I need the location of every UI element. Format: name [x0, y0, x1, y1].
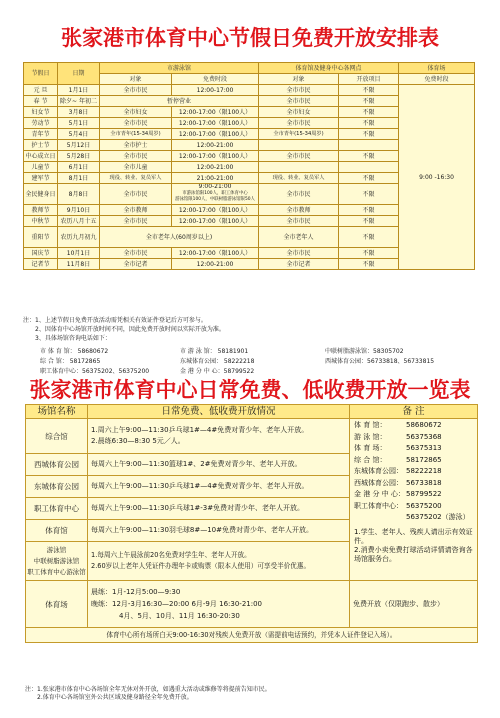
target-cell: 全市市民 [100, 85, 172, 96]
target2-cell: 全市妇女 [259, 107, 339, 118]
time-cell: 12:00-21:00 [172, 259, 259, 270]
date-cell: 8月1日 [58, 173, 100, 184]
header-free-time: 免费时段 [172, 74, 259, 85]
info-cell: 每周六上午9:00—11:30乒乓球1#—4#免费对青少年、老年人开放。 [88, 476, 350, 498]
target2-cell: 全市教师 [259, 205, 339, 216]
target-cell: 全市市民 [100, 151, 172, 162]
items-cell: 不限 [339, 259, 399, 270]
target-cell: 全市市民 [100, 216, 172, 227]
holiday-schedule-table [23, 62, 475, 270]
target-cell: 全市妇女 [100, 107, 172, 118]
date-cell: 8月8日 [58, 184, 100, 205]
items-cell: 不限 [339, 216, 399, 227]
swim-note-1: 1.学生、老年人、残疾人请出示有效证件。 [354, 527, 473, 545]
holiday-cell: 中秋节 [24, 216, 58, 227]
header-note: 备 注 [350, 405, 478, 419]
time-cell: 12:00-21:00 [172, 140, 259, 151]
holiday-cell: 国庆节 [24, 248, 58, 259]
date-cell: 9月10日 [58, 205, 100, 216]
page-title-holiday: 张家港市体育中心节假日免费开放安排表 [61, 26, 439, 50]
holiday-cell: 全民健身日 [24, 184, 58, 205]
target-cell: 全市教师 [100, 205, 172, 216]
holiday-notes [23, 316, 483, 343]
phone-row: 职工体育中心： 56375200 [354, 501, 442, 510]
phone-row: 西城体育公园： 56733818 [354, 478, 442, 487]
venue-cell: 东城体育公园 [26, 476, 88, 498]
target-cell: 全市老年人(60周岁以上) [100, 227, 259, 248]
time-cell: 12:00-17:00（限100人） [172, 151, 259, 162]
header-date: 日期 [58, 63, 100, 85]
date-cell: 10月1日 [58, 248, 100, 259]
time-cell: 12:00-21:00 [172, 162, 259, 173]
date-cell: 除夕~ 年初二 [58, 96, 100, 107]
note-cell: 免费开放（仅限跑步、散步） [350, 581, 478, 628]
items-cell [339, 162, 399, 173]
date-cell: 3月8日 [58, 107, 100, 118]
target2-cell: 全市市民 [259, 118, 339, 129]
date-cell: 5月28日 [58, 151, 100, 162]
phone-row: 金 港 分 中 心：58799522 [354, 490, 442, 498]
target-cell: 全市儿童 [100, 162, 172, 173]
contact: 综 合 馆： 58172865 [40, 358, 101, 365]
target2-cell: 现役、转业、复员军人 [259, 173, 339, 184]
date-cell: 农历九月初九 [58, 227, 100, 248]
holiday-cell: 护士节 [24, 140, 58, 151]
closed-cell: 暂停营业 [100, 96, 259, 107]
note-line: 2、因体育中心场馆开放时间不同，因此免费开放时间以实际开放为准。 [35, 326, 225, 333]
phone-row: 东城体育公园： 58222218 [354, 467, 442, 475]
target-cell: 全市护士 [100, 140, 172, 151]
header-venue: 场馆名称 [26, 405, 88, 419]
phone-row: 游 泳 馆： 56375368 [354, 432, 442, 441]
venue-cell [26, 542, 88, 581]
stadium-time-cell: 9:00 -16:30 [399, 85, 475, 270]
date-cell: 11月8日 [58, 259, 100, 270]
venue-cell: 职工体育中心 [26, 498, 88, 520]
contact: 职工体育中心：56375202、56375200 [40, 368, 150, 375]
items-cell [339, 140, 399, 151]
target2-cell: 全市市民 [259, 151, 339, 162]
time-cell: 12:00-17:00（限100人） [172, 107, 259, 118]
swim-note-2: 2.消费小卖免费打球活动详情请咨询各场馆服务台。 [354, 545, 473, 563]
items-cell: 不限 [339, 205, 399, 216]
venue-line: 职工体育中心游泳馆 [27, 567, 86, 576]
note-line: 3、具体场馆咨询电话如下： [35, 335, 111, 342]
items-cell: 不限 [339, 173, 399, 184]
items-cell: 不限 [339, 107, 399, 118]
target2-cell: 全市老年人 [259, 227, 339, 248]
items-cell: 不限 [339, 248, 399, 259]
note-line: 2.体育中心各场馆室外公共区域及健身路径全年免费开放。 [37, 694, 193, 701]
venue-line: 中联树脂游泳馆 [33, 556, 80, 565]
phone-row: 体 育 场： 56375313 [354, 444, 442, 452]
date-cell: 6月1日 [58, 162, 100, 173]
target2-cell [259, 140, 339, 151]
phone-row: 综 合 馆： 58172865 [354, 455, 442, 464]
note-line: 注：1.张家港市体育中心各场馆全年无休对外开放，如遇重大活动或维修等将提前告知市民。 [25, 686, 271, 693]
target2-cell: 全市市民 [259, 96, 339, 107]
phone-row: 56375202（游泳） [406, 513, 470, 521]
contact: 西城体育公园：56733818、56733815 [325, 358, 435, 365]
header-open-items: 开放项目 [339, 74, 399, 85]
time-cell: 12:00-17:00（限100人） [172, 205, 259, 216]
target-cell: 全市市民 [100, 248, 172, 259]
page-title-daily: 张家港市体育中心日常免费、低收费开放一览表 [29, 378, 471, 402]
date-cell: 5月12日 [58, 140, 100, 151]
items-cell: 不限 [339, 85, 399, 96]
holiday-cell: 妇女节 [24, 107, 58, 118]
time-cell [172, 184, 259, 205]
info-cell [88, 419, 350, 454]
info-line: 4月、5月、10月、11月 16:30-20:30 [119, 612, 240, 620]
holiday-cell: 儿童节 [24, 162, 58, 173]
contact: 市 游 泳 馆： 58181901 [180, 348, 249, 355]
venue-line: 游泳馆 [46, 545, 67, 554]
header-holiday: 节假日 [24, 63, 58, 85]
items-cell: 不限 [339, 227, 399, 248]
holiday-cell: 青年节 [24, 129, 58, 140]
time-cell: 12:00-17:00（限100人） [172, 118, 259, 129]
info-cell: 每周六上午9:00—11:30篮球1#、2#免费对青少年、老年人开放。 [88, 454, 350, 476]
contact: 金 港 分 中 心：58799522 [180, 368, 255, 375]
info-line: 晨练：1月-12月5:00—9:30 [91, 588, 181, 596]
target2-cell [259, 162, 339, 173]
target-cell: 全市青年(15-34周岁) [100, 129, 172, 140]
items-cell: 不限 [339, 96, 399, 107]
date-cell: 农历八月十五 [58, 216, 100, 227]
holiday-cell: 教师节 [24, 205, 58, 216]
holiday-cell: 建军节 [24, 173, 58, 184]
items-cell: 不限 [339, 129, 399, 140]
holiday-cell: 记者节 [24, 259, 58, 270]
target2-cell: 全市市民 [259, 248, 339, 259]
target2-cell: 全市市民 [259, 216, 339, 227]
header-swimming-hall: 市游泳馆 [100, 63, 259, 74]
items-cell: 不限 [339, 151, 399, 162]
holiday-cell: 劳动节 [24, 118, 58, 129]
note-line: 注：1、上述节假日免费开放活动需凭相关有效证件登记后方可参与。 [23, 317, 207, 324]
target2-cell: 全市记者 [259, 259, 339, 270]
target-cell: 全市记者 [100, 259, 172, 270]
date-cell: 1月1日 [58, 85, 100, 96]
info-line: 2.60岁以上老年人凭证件办理年卡或购票（限本人使用）可享受半价优惠。 [91, 562, 311, 570]
target2-cell: 全市市民 [259, 85, 339, 96]
target2-cell: 全市市民 [259, 184, 339, 205]
holiday-cell: 中心成立日 [25, 152, 56, 160]
time-cell: 12:00-17:00（限100人） [172, 129, 259, 140]
header-free-time-2: 免费时段 [399, 74, 475, 85]
time-cell: 21:00-21:00 [172, 173, 259, 184]
time-line: 9:00-21:00 [198, 183, 232, 191]
info-cell: 每周六上午9:00—11:30羽毛球8#—10#免费对青少年、老年人开放。 [88, 520, 350, 542]
header-gym-network: 体育馆及健身中心各网点 [259, 63, 399, 74]
date-cell: 5月1日 [58, 118, 100, 129]
header-target: 对象 [100, 74, 172, 85]
header-target-2: 对象 [259, 74, 339, 85]
info-cell [88, 581, 350, 628]
contact: 中联树脂游泳馆：58305702 [325, 348, 404, 355]
items-cell: 不限 [339, 118, 399, 129]
venue-cell: 体育馆 [26, 520, 88, 542]
holiday-cell: 春 节 [24, 96, 58, 107]
target-cell: 现役、转业、复员军人 [100, 173, 172, 184]
time-cell: 12:00-17:00 [172, 85, 259, 96]
target2-cell: 全市青年(15-34周岁) [259, 129, 339, 140]
contact: 东城体育公园： 58222218 [180, 358, 255, 365]
time-cell: 12:00-17:00（限100人） [172, 248, 259, 259]
items-cell: 不限 [339, 184, 399, 205]
holiday-cell: 重阳节 [24, 227, 58, 248]
time-note-line: 市游泳馆限100人，职工体育中心 [182, 190, 248, 196]
info-line: 1.周六上午9:00—11:30乒乓球1#—4#免费对青少年、老年人开放。 [91, 426, 309, 434]
phone-row: 体 育 馆： 58680672 [354, 421, 442, 429]
holiday-cell: 元 旦 [24, 85, 58, 96]
venue-cell: 体育场 [26, 581, 88, 628]
info-line: 2.晨练6:30—8:30 5元／人。 [91, 437, 185, 445]
contact: 市 体 育 馆： 58680672 [40, 348, 109, 355]
date-cell: 5月4日 [58, 129, 100, 140]
info-line: 1.每周六上午晨泳前20名免费对学生年、老年人开放。 [91, 551, 251, 559]
info-cell: 每周六上午9:00—11:30乒乓球1#-3#免费对青少年、老年人开放。 [88, 498, 350, 520]
phone-list [354, 420, 474, 564]
header-info: 日常免费、低收费开放情况 [88, 405, 350, 419]
venue-cell: 综合馆 [26, 419, 88, 454]
target-cell: 全市市民 [100, 184, 172, 205]
target-cell: 全市市民 [100, 118, 172, 129]
venue-cell: 西城体育公园 [26, 454, 88, 476]
header-stadium: 体育场 [399, 63, 475, 74]
time-cell: 12:00-17:00（限100人） [172, 216, 259, 227]
time-note-line: 游泳馆限100人，中联树脂游泳馆限50人 [175, 197, 255, 203]
footer-cell: 体育中心所有场所白天9:00-16:30对残疾人免费开放（需提前电话预约，并凭本人证件登记入场）。 [26, 628, 478, 643]
info-line: 晚练：12月-3月16:30—20:00 6月-9月 16:30-21:00 [91, 600, 262, 608]
daily-notes [25, 686, 485, 702]
info-cell [88, 542, 350, 581]
